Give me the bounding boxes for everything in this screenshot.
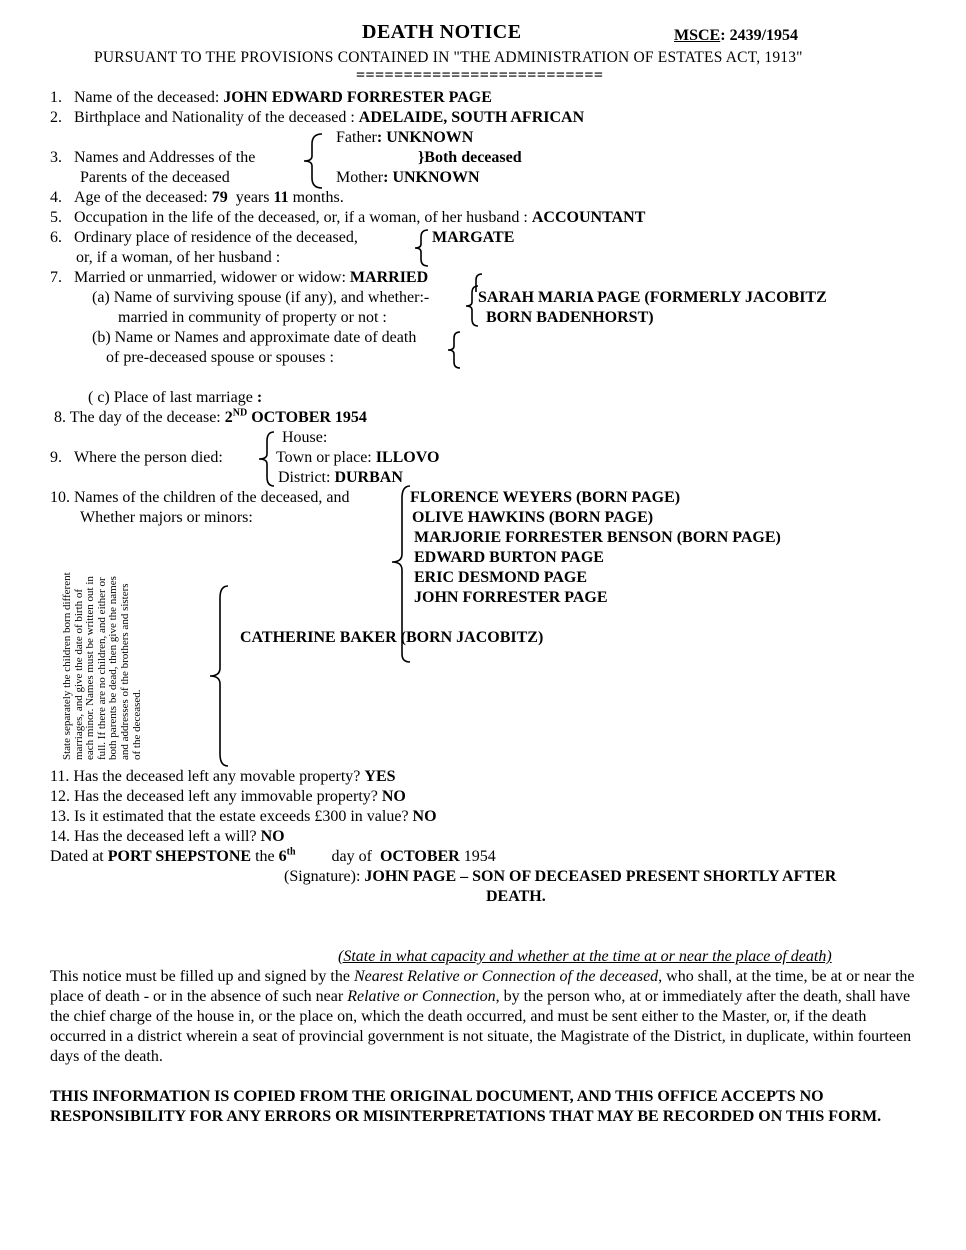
item-4-years: 79 <box>211 189 228 206</box>
instructions-part3: , by the person who, at or immediately after the death, shall have the chief charge of the house in, or the place on, which the death occurred, and must be sent either to the Master, or, if the death occurred in a district wherein a seat of provincial government is not situate, the Magistrate of the District, in duplicate, within fourteen days of the death. <box>50 988 912 1065</box>
item-8 <box>54 408 367 428</box>
instructions-em1: Nearest Relative or Connection of the deceased <box>353 968 659 985</box>
place-of-death-brace <box>256 430 278 488</box>
mother-label: Mother <box>336 169 384 186</box>
item-4-label: Age of the deceased: <box>74 189 208 206</box>
item-8-day-suffix: ND <box>232 407 248 419</box>
dated-day: 6 <box>278 848 287 865</box>
district-value: DURBAN <box>334 469 403 486</box>
dated-line <box>50 847 496 867</box>
msce-value: : 2439/1954 <box>720 27 799 44</box>
dated-month: OCTOBER <box>379 848 460 865</box>
dated-day-suffix: th <box>286 846 296 858</box>
item-2 <box>50 108 584 128</box>
item-11 <box>50 767 396 787</box>
district-label: District: <box>278 469 331 486</box>
item-7c-label: ( c) Place of last marriage <box>88 389 253 406</box>
signature-value1: JOHN PAGE – SON OF DECEASED PRESENT SHORTLY AFTER <box>364 868 837 885</box>
child-1: FLORENCE WEYERS (BORN PAGE) <box>410 489 681 506</box>
item-4-years-label: years <box>235 189 270 206</box>
child-4: EDWARD BURTON PAGE <box>414 549 604 566</box>
item-14-value: NO <box>260 828 285 845</box>
item-7-label: Married or unmarried, widower or widow: <box>74 269 346 286</box>
item-6-label2: or, if a woman, of her husband : <box>76 249 281 266</box>
father-line <box>336 128 473 148</box>
child-3: MARJORIE FORRESTER BENSON (BORN PAGE) <box>414 529 781 546</box>
predeceased-spouse-brace <box>446 330 464 370</box>
item-12-value: NO <box>381 788 406 805</box>
item-3-label-line1 <box>50 148 255 168</box>
item-11-value: YES <box>364 768 396 785</box>
item-8-value: OCTOBER 1954 <box>251 409 367 426</box>
item-7a-value2: BORN BADENHORST) <box>486 309 654 326</box>
item-13 <box>50 807 437 827</box>
item-11-number: 11. <box>50 768 70 785</box>
item-3-label-line2: Parents of the deceased <box>80 169 230 186</box>
child-2: OLIVE HAWKINS (BORN PAGE) <box>412 509 654 526</box>
signature-value2: DEATH. <box>486 888 546 905</box>
item-7a-label1: (a) Name of surviving spouse (if any), and whether:- <box>92 289 430 306</box>
dated-place: PORT SHEPSTONE <box>107 848 252 865</box>
item-3-label1: Names and Addresses of the <box>74 149 256 166</box>
item-7c <box>88 388 262 408</box>
document-subtitle: PURSUANT TO THE PROVISIONS CONTAINED IN "THE ADMINISTRATION OF ESTATES ACT, 1913" <box>94 49 803 66</box>
item-8-number: 8. <box>54 409 66 426</box>
item-11-label: Has the deceased left any movable property? <box>73 768 361 785</box>
signature-line <box>284 867 836 887</box>
item-7-value: MARRIED <box>349 269 429 286</box>
instructions-em2: Relative or Connection <box>347 988 496 1005</box>
item-5-number: 5. <box>50 209 62 226</box>
dated-prefix: Dated at <box>50 848 104 865</box>
item-2-value: ADELAIDE, SOUTH AFRICAN <box>358 109 585 126</box>
item-5-label: Occupation in the life of the deceased, or, if a woman, of her husband : <box>74 209 528 226</box>
item-7b-label2: of pre-deceased spouse or spouses : <box>106 349 334 366</box>
item-14 <box>50 827 285 847</box>
item-8-label: The day of the decease: <box>69 409 221 426</box>
item-10-label1: Names of the children of the deceased, and <box>74 489 350 506</box>
item-12-label: Has the deceased left any immovable property? <box>74 788 378 805</box>
town-value: ILLOVO <box>375 449 440 466</box>
item-6-label1: Ordinary place of residence of the deceased, <box>74 229 358 246</box>
item-4-number: 4. <box>50 189 62 206</box>
other-marriage-brace <box>206 584 232 768</box>
father-label: Father <box>336 129 377 146</box>
item-7c-colon: : <box>256 389 263 406</box>
item-12 <box>50 787 406 807</box>
town-label: Town or place: <box>276 449 372 466</box>
item-7a-value1: SARAH MARIA PAGE (FORMERLY JACOBITZ <box>478 289 827 306</box>
item-9-number: 9. <box>50 449 62 466</box>
item-13-value: NO <box>412 808 437 825</box>
instructions-part2: , who shall, at the time, be at or near the place of death - or in the absence of such near <box>50 968 915 1005</box>
dated-day-of: day of <box>331 848 372 865</box>
item-1-number: 1. <box>50 89 62 106</box>
item-10-line1 <box>50 488 349 508</box>
item-4 <box>50 188 344 208</box>
item-1-label: Name of the deceased: <box>74 89 220 106</box>
item-14-label: Has the deceased left a will? <box>74 828 257 845</box>
item-10-label2: Whether majors or minors: <box>80 509 253 526</box>
house-label: House: <box>282 429 328 446</box>
item-13-number: 13. <box>50 808 70 825</box>
parents-brace <box>298 132 326 190</box>
item-14-number: 14. <box>50 828 70 845</box>
instructions-paragraph <box>50 967 922 1067</box>
msce-label: MSCE <box>674 27 721 44</box>
item-2-number: 2. <box>50 109 62 126</box>
document-title: DEATH NOTICE <box>362 21 522 43</box>
item-6-line1 <box>50 228 358 248</box>
header-rule: ========================== <box>356 67 604 84</box>
item-9-label: Where the person died: <box>74 449 223 466</box>
child-6: JOHN FORRESTER PAGE <box>414 589 608 606</box>
instructions-part1: This notice must be filled up and signed by the <box>50 968 354 985</box>
item-4-months: 11 <box>273 189 289 206</box>
item-5-value: ACCOUNTANT <box>531 209 646 226</box>
item-7a-label2: married in community of property or not : <box>118 309 387 326</box>
dated-year: 1954 <box>463 848 496 865</box>
item-2-label: Birthplace and Nationality of the deceased : <box>74 109 355 126</box>
capacity-note: (State in what capacity and whether at the time at or near the place of death) <box>338 948 832 965</box>
item-3-number: 3. <box>50 149 62 166</box>
item-7-number: 7. <box>50 269 62 286</box>
mother-value: : UNKNOWN <box>383 169 480 186</box>
item-1-value: JOHN EDWARD FORRESTER PAGE <box>223 89 492 106</box>
item-7b-label1: (b) Name or Names and approximate date of death <box>92 329 417 346</box>
item-6-number: 6. <box>50 229 62 246</box>
disclaimer: THIS INFORMATION IS COPIED FROM THE ORIGINAL DOCUMENT, AND THIS OFFICE ACCEPTS NO RESPONSIBILITY FOR ANY ERRORS OR MISINTERPRETATIONS THAT MAY BE RECORDED ON THIS FORM. <box>50 1088 882 1125</box>
parents-both-deceased: }Both deceased <box>418 149 522 166</box>
dated-the: the <box>255 848 275 865</box>
item-12-number: 12. <box>50 788 70 805</box>
town-line <box>276 448 439 468</box>
item-7 <box>50 268 428 288</box>
item-6-value: MARGATE <box>432 229 515 246</box>
item-9 <box>50 448 223 468</box>
other-child: CATHERINE BAKER (BORN JACOBITZ) <box>240 629 544 646</box>
msce-number <box>674 26 798 46</box>
item-4-months-label: months. <box>292 189 344 206</box>
signature-label: (Signature): <box>284 868 361 885</box>
mother-line <box>336 168 480 188</box>
child-5: ERIC DESMOND PAGE <box>414 569 588 586</box>
father-value: : UNKNOWN <box>376 129 474 146</box>
children-side-note: State separately the children born different marriages, and give the date of birth of each minor. Names must be written out in full. If there are no children, and either or both parents be dead, then give the names and addresses of the brothers and sisters of the deceased. <box>61 572 143 760</box>
item-10-number: 10. <box>50 489 70 506</box>
residence-brace <box>412 228 432 268</box>
item-5 <box>50 208 645 228</box>
item-13-label: Is it estimated that the estate exceeds £300 in value? <box>74 808 409 825</box>
item-1 <box>50 88 492 108</box>
item-8-day: 2 <box>224 409 233 426</box>
